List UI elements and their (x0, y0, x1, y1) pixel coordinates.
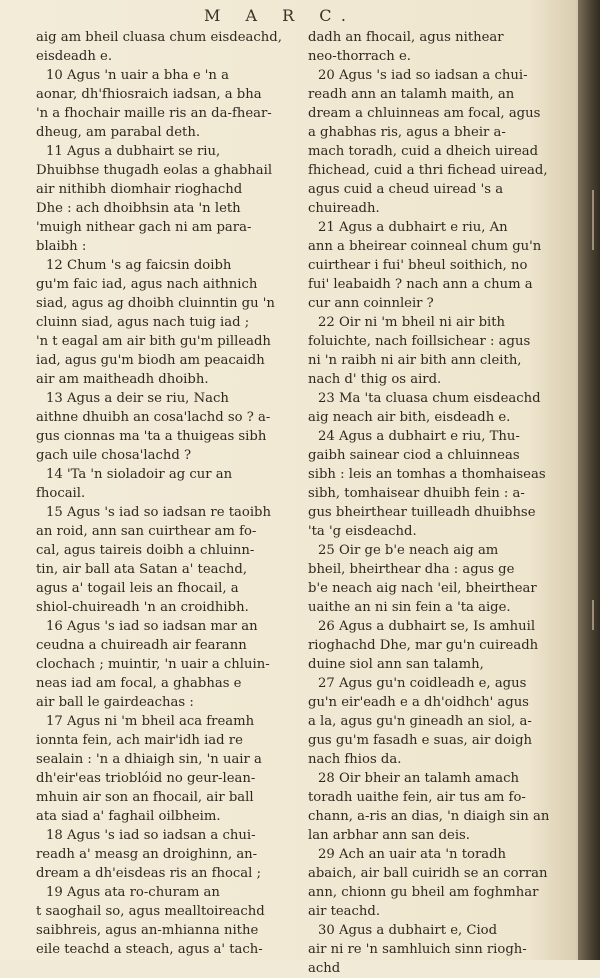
text-line: air am maitheadh dhoibh. (36, 372, 209, 387)
text-line: Dhuibhse thugadh eolas a ghabhail (36, 163, 273, 178)
text-line: ceudna a chuireadh air fearann (36, 638, 247, 653)
text-line: 19 Agus ata ro-churam an (46, 885, 220, 900)
text-line: ionnta fein, ach mair'idh iad re (36, 733, 243, 748)
text-line: 30 Agus a dubhairt e, Ciod (318, 923, 498, 938)
text-line: dream a dh'eisdeas ris an fhocal ; (36, 866, 262, 881)
text-line: fui' leabaidh ? nach ann a chum a (308, 277, 533, 292)
text-line: air nithibh diomhair rioghachd (36, 182, 243, 197)
text-line: gu'm faic iad, agus nach aithnich (36, 277, 258, 292)
text-line: tin, air ball ata Satan a' teachd, (36, 562, 248, 577)
text-line: 29 Ach an uair ata 'n toradh (318, 847, 507, 862)
text-line: lan arbhar ann san deis. (308, 828, 471, 843)
text-line: 'n a fhochair maille ris an da-fhear- (36, 106, 272, 121)
text-line: 17 Agus ni 'm bheil aca freamh (46, 714, 255, 729)
text-line: bheil, bheirthear dha : agus ge (308, 562, 515, 577)
text-line: air ni re 'n samhluich sinn riogh- (308, 942, 527, 957)
text-line: ann a bheirear coinneal chum gu'n (308, 239, 542, 254)
text-line: a ghabhas ris, agus a bheir a- (308, 125, 506, 140)
text-line: dadh an fhocail, agus nithear (308, 30, 504, 45)
page-edge-mark (592, 600, 594, 630)
text-line: dheug, am parabal deth. (36, 125, 201, 140)
text-line: mach toradh, cuid a dheich uiread (308, 144, 539, 159)
text-line: neas iad am focal, a ghabhas e (36, 676, 242, 691)
text-line: ni 'n raibh ni air bith ann cleith, (308, 353, 522, 368)
text-line: air ball le gairdeachas : (36, 695, 194, 710)
text-line: cuirthear i fui' bheul soithich, no (308, 258, 528, 273)
text-line: cur ann coinnleir ? (308, 296, 434, 311)
text-line: agus a' togail leis an fhocail, a (36, 581, 239, 596)
text-line: gaibh sainear ciod a chluinneas (308, 448, 520, 463)
text-line: 15 Agus 's iad so iadsan re taoibh (46, 505, 271, 520)
text-line: nach fhios da. (308, 752, 402, 767)
text-line: t saoghail so, agus mealltoireachd (36, 904, 265, 919)
text-line: an roid, ann san cuirthear am fo- (36, 524, 257, 539)
text-line: gus bheirthear tuilleadh dhuibhse (308, 505, 536, 520)
text-line: Dhe : ach dhoibhsin ata 'n leth (36, 201, 241, 216)
text-line: uaithe an ni sin fein a 'ta aige. (308, 600, 511, 615)
text-line: aonar, dh'fhiosraich iadsan, a bha (36, 87, 262, 102)
text-line: toradh uaithe fein, air tus am fo- (308, 790, 526, 805)
text-line: duine siol ann san talamh, (308, 657, 484, 672)
text-line: mhuin air son an fhocail, air ball (36, 790, 254, 805)
text-line: 24 Agus a dubhairt e riu, Thu- (318, 429, 520, 444)
text-line: nach d' thig os aird. (308, 372, 442, 387)
text-line: a la, agus gu'n gineadh an siol, a- (308, 714, 532, 729)
text-line: 28 Oir bheir an talamh amach (318, 771, 520, 786)
text-line: blaibh : (36, 239, 87, 254)
text-line: 20 Agus 's iad so iadsan a chui- (318, 68, 528, 83)
text-line: 12 Chum 's ag faicsin doibh (46, 258, 232, 273)
text-line: 'ta 'g eisdeachd. (308, 524, 417, 539)
text-line: gach uile chosa'lachd ? (36, 448, 192, 463)
text-line: cal, agus taireis doibh a chluinn- (36, 543, 255, 558)
text-line: eile teachd a steach, agus a' tach- (36, 942, 263, 957)
page-edge-mark (592, 190, 594, 250)
text-line: rioghachd Dhe, mar gu'n cuireadh (308, 638, 539, 653)
binding-edge (578, 0, 600, 960)
text-line: neo-thorrach e. (308, 49, 411, 64)
text-line: sealain : 'n a dhiaigh sin, 'n uair a (36, 752, 262, 767)
text-line: 10 Agus 'n uair a bha e 'n a (46, 68, 229, 83)
text-line: gus gu'm fasadh e suas, air doigh (308, 733, 533, 748)
text-line: cluinn siad, agus nach tuig iad ; (36, 315, 250, 330)
text-line: 18 Agus 's iad so iadsan a chui- (46, 828, 256, 843)
text-line: ata siad a' faghail oilbheim. (36, 809, 221, 824)
text-line: sibh : leis an tomhas a thomhaiseas (308, 467, 546, 482)
text-line: 21 Agus a dubhairt e riu, An (318, 220, 508, 235)
text-line: aithne dhuibh an cosa'lachd so ? a- (36, 410, 271, 425)
text-line: chann, a-ris an dias, 'n diaigh sin an (308, 809, 550, 824)
text-line: 'muigh nithear gach ni am para- (36, 220, 252, 235)
text-line: 27 Agus gu'n coidleadh e, agus (318, 676, 527, 691)
text-line: 16 Agus 's iad so iadsan mar an (46, 619, 258, 634)
text-line: fhocail. (36, 486, 86, 501)
text-line: abaich, air ball cuiridh se an corran (308, 866, 548, 881)
running-header: M A R C. (204, 6, 356, 25)
text-line: agus cuid a cheud uiread 's a (308, 182, 504, 197)
text-line: dh'eir'eas trioblóid no geur-lean- (36, 771, 256, 786)
text-line: aig neach air bith, eisdeadh e. (308, 410, 511, 425)
text-line: readh ann an talamh maith, an (308, 87, 515, 102)
text-line: shiol-chuireadh 'n an croidhibh. (36, 600, 249, 615)
text-line: achd (308, 961, 341, 976)
text-line: iad, agus gu'm biodh am peacaidh (36, 353, 265, 368)
text-line: ann, chionn gu bheil am foghmhar (308, 885, 539, 900)
text-line: gu'n eir'eadh e a dh'oidhch' agus (308, 695, 529, 710)
text-line: 23 Ma 'ta cluasa chum eisdeachd (318, 391, 541, 406)
text-line: readh a' measg an droighinn, an- (36, 847, 258, 862)
text-line: chuireadh. (308, 201, 380, 216)
text-line: saibhreis, agus an-mhianna nithe (36, 923, 259, 938)
right-column (308, 28, 568, 978)
text-line: dream a chluinneas am focal, agus (308, 106, 541, 121)
text-line: b'e neach aig nach 'eil, bheirthear (308, 581, 537, 596)
text-line: sibh, tomhaisear dhuibh fein : a- (308, 486, 525, 501)
text-line: air teachd. (308, 904, 381, 919)
text-line: fhichead, cuid a thri fichead uiread, (308, 163, 548, 178)
text-line: 22 Oir ni 'm bheil ni air bith (318, 315, 506, 330)
text-line: eisdeadh e. (36, 49, 113, 64)
text-line: aig am bheil cluasa chum eisdeachd, (36, 30, 282, 45)
text-line: 25 Oir ge b'e neach aig am (318, 543, 499, 558)
text-line: 11 Agus a dubhairt se riu, (46, 144, 221, 159)
left-column (36, 28, 296, 959)
text-line: clochach ; muintir, 'n uair a chluin- (36, 657, 270, 672)
text-line: gus cionnas ma 'ta a thuigeas sibh (36, 429, 267, 444)
text-line: 14 'Ta 'n sioladoir ag cur an (46, 467, 233, 482)
text-line: foluichte, nach foillsichear : agus (308, 334, 531, 349)
text-line: 'n t eagal am air bith gu'm pilleadh (36, 334, 271, 349)
text-line: 26 Agus a dubhairt se, Is amhuil (318, 619, 536, 634)
text-line: siad, agus ag dhoibh cluinntin gu 'n (36, 296, 275, 311)
text-line: 13 Agus a deir se riu, Nach (46, 391, 229, 406)
